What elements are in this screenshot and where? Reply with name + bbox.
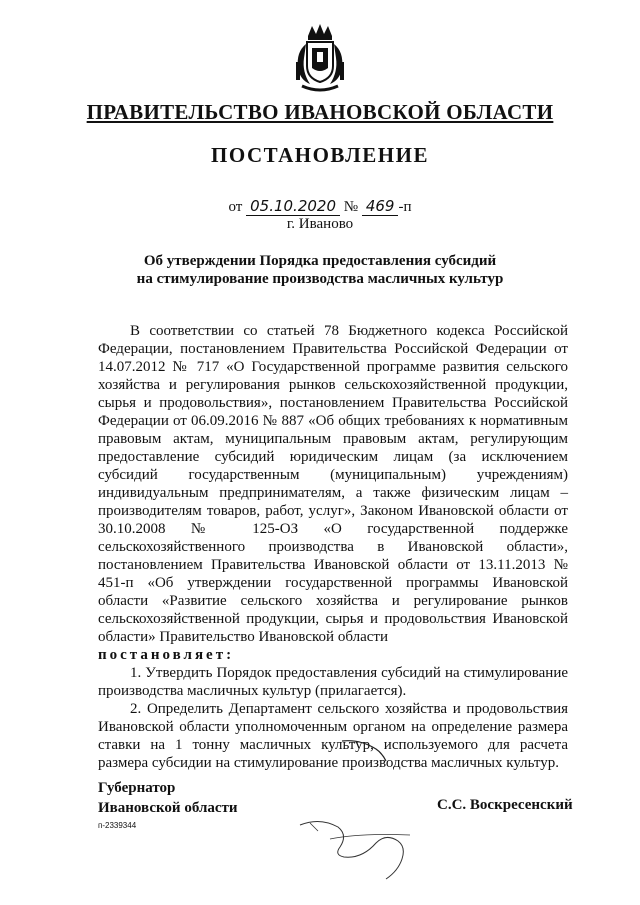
handwritten-signature [290, 795, 440, 885]
date-prefix: от [228, 199, 243, 215]
number-label: № [343, 199, 359, 215]
document-number: 469 [362, 197, 399, 216]
government-title: ПРАВИТЕЛЬСТВО ИВАНОВСКОЙ ОБЛАСТИ [86, 100, 554, 124]
position-line-1: Губернатор [98, 780, 176, 796]
document-subject [0, 252, 640, 288]
clause-1: 1. Утвердить Порядок предоставления субсидий на стимулирование производства масличных культур (прилагается). [98, 665, 568, 699]
coat-of-arms-emblem [290, 22, 350, 94]
preamble-paragraph: В соответствии со статьей 78 Бюджетного кодекса Российской Федерации, постановлением Правительства Российской Федерации от 14.07.2012 № 717 «О Государственной программе развития сельского хозяйства и регулирования рынков сельскохозяйственной продукции, сырья и продовольствия», постановлением Правительства Российской Федерации от 06.09.2016 № 887 «Об общих требованиях к нормативным правовым актам, муниципальным правовым актам, регулирующим предоставление субсидий юридическим лицам (за исключением субсидий государственным (муниципальным) учреждениям) индивидуальным предпринимателям, а также физическим лицам – производителям товаров, работ, услуг», Законом Ивановской области от 30.10.2008 № 125-ОЗ «О государственной поддержке сельскохозяйственного производства в Ивановской области», постановлением Правительства Ивановской области от 13.11.2013 № 451-п «Об утверждении государственной программы Ивановской области «Развитие сельского хозяйства и регулирование рынков сельскохозяйственной продукции, сырья и продовольствия Ивановской области» Правительство Ивановской области [98, 323, 568, 645]
city: г. Иваново [286, 216, 354, 232]
subject-line-2: на стимулирование производства масличных культур [136, 271, 504, 287]
clause-2: 2. Определить Департамент сельского хозяйства и продовольствия Ивановской области уполномоченным органом на определение размера ставки на 1 тонну масличных культур, используемого для расчета размера субсидии на стимулирование производства масличных культур. [98, 701, 568, 771]
date-number-line [0, 197, 640, 216]
decree-word: постановляет: [98, 647, 235, 663]
document-type: ПОСТАНОВЛЕНИЕ [211, 143, 429, 167]
signatory-name: С.С. Воскресенский [437, 797, 573, 813]
signatory-position [98, 778, 238, 818]
pen-stroke-mark [340, 735, 390, 765]
document-body [98, 322, 568, 772]
document-date: 05.10.2020 [246, 197, 340, 216]
document-code: п-2339344 [98, 821, 137, 830]
position-line-2: Ивановской области [98, 800, 238, 816]
subject-line-1: Об утверждении Порядка предоставления субсидий [143, 253, 497, 269]
number-suffix: -п [398, 199, 412, 215]
